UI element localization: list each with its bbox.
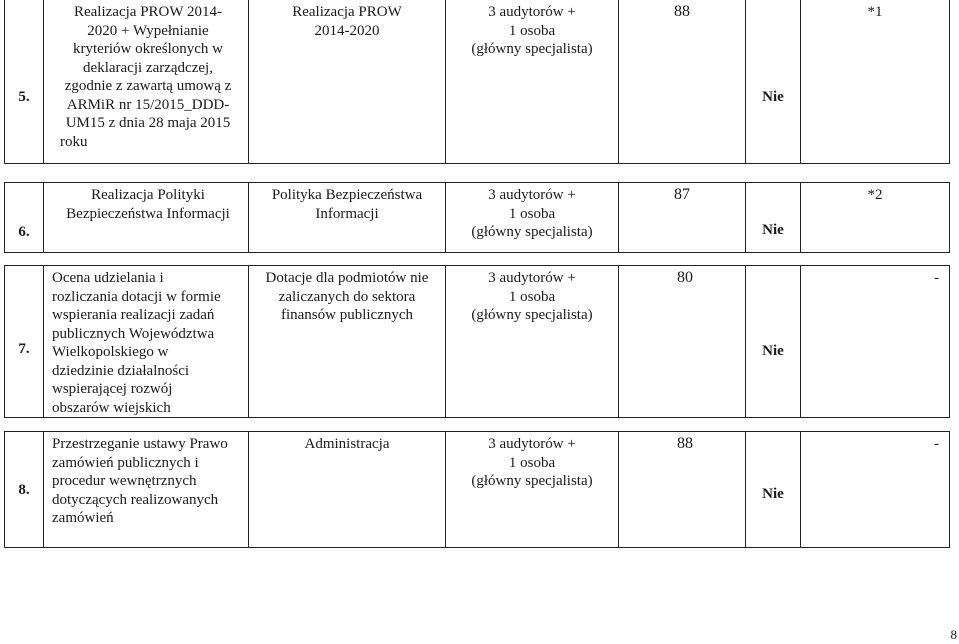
row-number: 5.: [18, 89, 30, 105]
task-text: [44, 183, 248, 223]
area-line: Informacji: [315, 205, 379, 222]
auditors-line: (główny specjalista): [471, 473, 593, 489]
auditors-line: 3 audytorów +: [488, 4, 576, 20]
row-number-cell: [4, 265, 43, 418]
area-text: [249, 183, 445, 223]
row-number: 6.: [18, 224, 30, 240]
row-number-cell: [4, 431, 43, 548]
auditors-line: 1 osoba: [508, 454, 556, 471]
task-line: ARMiR nr 15/2015_DDD-: [66, 96, 230, 113]
area-text: [249, 0, 445, 40]
auditors-line: (główny specjalista): [471, 41, 593, 57]
note-value: -: [934, 270, 939, 286]
area-cell: [248, 431, 445, 548]
auditors-line: 3 audytorów +: [488, 270, 576, 286]
task-line: wspierającej rozwój: [52, 381, 173, 397]
days-value: 80: [677, 269, 693, 286]
auditors-text: [446, 183, 618, 242]
days-cell: [618, 431, 745, 548]
task-line: wspierania realizacji zadań: [52, 307, 215, 323]
auditors-line: 3 audytorów +: [488, 436, 576, 452]
task-line: 2020 + Wypełnianie: [87, 22, 209, 39]
days-cell: [618, 0, 745, 164]
area-line: 2014-2020: [314, 22, 380, 39]
days-value: 87: [674, 186, 690, 203]
note-value: *1: [867, 4, 883, 20]
days-cell: [618, 265, 745, 418]
area-text: [249, 266, 445, 325]
auditors-text: [446, 266, 618, 325]
auditors-line: 1 osoba: [508, 22, 556, 39]
auditors-line: (główny specjalista): [471, 224, 593, 240]
yes-no-value: Nie: [762, 343, 784, 359]
auditors-line: 1 osoba: [508, 205, 556, 222]
yes-no-value: Nie: [762, 486, 784, 502]
task-line: zamówień: [52, 510, 114, 526]
auditors-text: [446, 432, 618, 491]
task-line: UM15 z dnia 28 maja 2015: [65, 115, 231, 131]
auditors-cell: [445, 431, 618, 548]
area-line: finansów publicznych: [280, 307, 414, 323]
note-value: *2: [867, 187, 883, 203]
area-line: Realizacja PROW: [292, 4, 402, 20]
note-cell: [800, 0, 950, 164]
task-line: publicznych Województwa: [52, 325, 215, 342]
area-line: Polityka Bezpieczeństwa: [271, 187, 423, 203]
yes-no-cell: [745, 431, 800, 548]
auditors-line: (główny specjalista): [471, 307, 593, 323]
yes-no-cell: [745, 265, 800, 418]
row-number: 7.: [18, 341, 30, 357]
auditors-line: 3 audytorów +: [488, 187, 576, 203]
area-cell: [248, 182, 445, 253]
note-value: -: [934, 436, 939, 452]
row-number-cell: [4, 182, 43, 253]
area-text: [249, 432, 445, 454]
note-cell: [800, 431, 950, 548]
task-cell: [43, 431, 248, 548]
task-cell: [43, 265, 248, 418]
task-line: Realizacja PROW 2014-: [73, 4, 222, 20]
yes-no-cell: [745, 182, 800, 253]
days-cell: [618, 182, 745, 253]
table-row: [4, 0, 950, 164]
task-line: Wielkopolskiego w: [52, 344, 169, 360]
table-row: [4, 265, 950, 418]
page-number: 8: [950, 627, 957, 642]
row-number-cell: [4, 0, 43, 164]
area-line: zaliczanych do sektora: [278, 288, 416, 305]
task-line: kryteriów określonych w: [73, 41, 223, 57]
auditors-cell: [445, 182, 618, 253]
task-cell: [43, 0, 248, 164]
task-line: zamówień publicznych i: [52, 454, 199, 471]
task-text: [44, 432, 248, 528]
yes-no-value: Nie: [762, 222, 784, 238]
area-cell: [248, 0, 445, 164]
note-cell: [800, 265, 950, 418]
area-cell: [248, 265, 445, 418]
task-line: zgodnie z zawartą umową z: [64, 78, 232, 94]
task-cell: [43, 182, 248, 253]
auditors-text: [446, 0, 618, 59]
task-line: rozliczania dotacji w formie: [52, 288, 221, 305]
task-text: [44, 0, 248, 151]
note-cell: [800, 182, 950, 253]
task-line: Przestrzeganie ustawy Prawo: [52, 436, 228, 452]
area-line: Administracja: [304, 436, 390, 452]
auditors-cell: [445, 0, 618, 164]
task-line: Ocena udzielania i: [52, 270, 164, 286]
task-line: dziedzinie działalności: [52, 362, 190, 379]
area-line: Dotacje dla podmiotów nie: [265, 270, 429, 286]
task-line: Bezpieczeństwa Informacji: [66, 205, 230, 222]
table-row: [4, 182, 950, 253]
task-line: deklaracji zarządczej,: [83, 59, 213, 76]
days-value: 88: [674, 3, 690, 20]
row-number: 8.: [18, 482, 30, 498]
auditors-cell: [445, 265, 618, 418]
task-line: obszarów wiejskich: [52, 399, 171, 416]
auditors-line: 1 osoba: [508, 288, 556, 305]
table-row: [4, 431, 950, 548]
task-line: dotyczących realizowanych: [52, 491, 219, 508]
task-line: procedur wewnętrznych: [52, 473, 197, 489]
task-line: roku: [60, 133, 88, 150]
task-text: [44, 266, 248, 417]
yes-no-value: Nie: [762, 89, 784, 105]
days-value: 88: [677, 435, 693, 452]
task-line: Realizacja Polityki: [91, 187, 205, 203]
yes-no-cell: [745, 0, 800, 164]
